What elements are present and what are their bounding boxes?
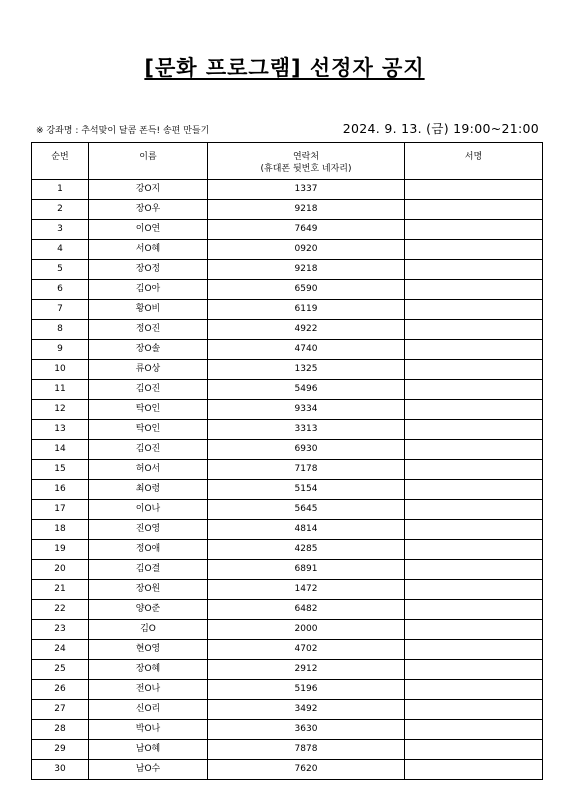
row-number: 4	[32, 240, 89, 260]
row-number: 8	[32, 320, 89, 340]
row-name: 정O애	[89, 540, 208, 560]
header-contact-line2: (휴대폰 뒷번호 네자리)	[260, 164, 352, 174]
row-contact: 1325	[208, 360, 405, 380]
row-contact: 4922	[208, 320, 405, 340]
row-contact: 6482	[208, 600, 405, 620]
row-name: 남O수	[89, 760, 208, 780]
row-signature	[405, 740, 543, 760]
row-name: 서O혜	[89, 240, 208, 260]
table-row	[32, 480, 543, 500]
selection-table	[31, 142, 543, 780]
row-number: 19	[32, 540, 89, 560]
row-contact: 1337	[208, 180, 405, 200]
row-number: 12	[32, 400, 89, 420]
row-name: 남O혜	[89, 740, 208, 760]
row-signature	[405, 680, 543, 700]
row-contact: 9218	[208, 260, 405, 280]
row-name: 신O리	[89, 700, 208, 720]
row-number: 15	[32, 460, 89, 480]
row-contact: 1472	[208, 580, 405, 600]
table-row	[32, 500, 543, 520]
table-header-row	[32, 143, 543, 180]
row-signature	[405, 220, 543, 240]
row-signature	[405, 380, 543, 400]
row-contact: 7649	[208, 220, 405, 240]
table-row	[32, 440, 543, 460]
table-row	[32, 560, 543, 580]
row-signature	[405, 720, 543, 740]
row-number: 26	[32, 680, 89, 700]
row-name: 김O진	[89, 380, 208, 400]
row-number: 1	[32, 180, 89, 200]
row-signature	[405, 480, 543, 500]
row-signature	[405, 180, 543, 200]
table-row	[32, 700, 543, 720]
row-number: 5	[32, 260, 89, 280]
row-number: 6	[32, 280, 89, 300]
row-name: 현O영	[89, 640, 208, 660]
row-number: 27	[32, 700, 89, 720]
row-number: 11	[32, 380, 89, 400]
row-signature	[405, 420, 543, 440]
row-signature	[405, 340, 543, 360]
row-signature	[405, 200, 543, 220]
table-row	[32, 680, 543, 700]
page-title: [문화 프로그램] 선정자 공지	[144, 56, 425, 80]
table-row	[32, 540, 543, 560]
row-signature	[405, 760, 543, 780]
header-contact-line1: 연락처	[292, 152, 320, 162]
row-signature	[405, 540, 543, 560]
row-number: 23	[32, 620, 89, 640]
row-signature	[405, 360, 543, 380]
row-contact: 6891	[208, 560, 405, 580]
row-name: 박O나	[89, 720, 208, 740]
row-contact: 7178	[208, 460, 405, 480]
row-signature	[405, 400, 543, 420]
table-row	[32, 620, 543, 640]
row-name: 탁O인	[89, 400, 208, 420]
row-contact: 7878	[208, 740, 405, 760]
row-contact: 6590	[208, 280, 405, 300]
row-number: 13	[32, 420, 89, 440]
row-contact: 4740	[208, 340, 405, 360]
row-contact: 3630	[208, 720, 405, 740]
row-name: 장O솔	[89, 340, 208, 360]
row-signature	[405, 580, 543, 600]
row-number: 28	[32, 720, 89, 740]
table-row	[32, 260, 543, 280]
row-name: 정O진	[89, 320, 208, 340]
row-name: 김O	[89, 620, 208, 640]
table-row	[32, 760, 543, 780]
row-number: 18	[32, 520, 89, 540]
row-contact: 5496	[208, 380, 405, 400]
row-name: 이O연	[89, 220, 208, 240]
row-contact: 9218	[208, 200, 405, 220]
row-contact: 5196	[208, 680, 405, 700]
row-number: 30	[32, 760, 89, 780]
row-contact: 7620	[208, 760, 405, 780]
course-name: ※ 강좌명 : 추석맞이 달콤 폰득! 송편 만들기	[36, 126, 210, 136]
row-name: 김O진	[89, 440, 208, 460]
table-row	[32, 320, 543, 340]
row-contact: 5645	[208, 500, 405, 520]
row-contact: 5154	[208, 480, 405, 500]
row-number: 16	[32, 480, 89, 500]
row-name: 김O결	[89, 560, 208, 580]
table-row	[32, 240, 543, 260]
table-row	[32, 340, 543, 360]
row-signature	[405, 600, 543, 620]
row-signature	[405, 520, 543, 540]
row-number: 22	[32, 600, 89, 620]
row-name: 황O비	[89, 300, 208, 320]
row-name: 이O나	[89, 500, 208, 520]
table-row	[32, 740, 543, 760]
header-signature: 서명	[405, 143, 543, 180]
table-row	[32, 180, 543, 200]
row-number: 7	[32, 300, 89, 320]
row-name: 진O영	[89, 520, 208, 540]
table-row	[32, 720, 543, 740]
table-row	[32, 520, 543, 540]
row-signature	[405, 500, 543, 520]
row-name: 장O혜	[89, 660, 208, 680]
header-no: 순번	[32, 143, 89, 180]
table-row	[32, 420, 543, 440]
row-number: 3	[32, 220, 89, 240]
row-number: 14	[32, 440, 89, 460]
program-info	[36, 119, 539, 137]
row-number: 10	[32, 360, 89, 380]
table-row	[32, 380, 543, 400]
row-signature	[405, 280, 543, 300]
row-contact: 6930	[208, 440, 405, 460]
row-name: 장O원	[89, 580, 208, 600]
row-number: 20	[32, 560, 89, 580]
row-name: 김O아	[89, 280, 208, 300]
row-number: 17	[32, 500, 89, 520]
row-contact: 6119	[208, 300, 405, 320]
row-signature	[405, 560, 543, 580]
row-contact: 3492	[208, 700, 405, 720]
row-signature	[405, 460, 543, 480]
table-row	[32, 280, 543, 300]
table-row	[32, 300, 543, 320]
row-contact: 2000	[208, 620, 405, 640]
table-row	[32, 460, 543, 480]
row-name: 장O우	[89, 200, 208, 220]
row-signature	[405, 700, 543, 720]
row-contact: 4814	[208, 520, 405, 540]
row-name: 최O령	[89, 480, 208, 500]
row-signature	[405, 660, 543, 680]
row-contact: 9334	[208, 400, 405, 420]
row-number: 25	[32, 660, 89, 680]
row-contact: 2912	[208, 660, 405, 680]
row-name: 탁O인	[89, 420, 208, 440]
row-name: 허O서	[89, 460, 208, 480]
row-contact: 0920	[208, 240, 405, 260]
program-date: 2024. 9. 13. (금) 19:00~21:00	[342, 121, 539, 136]
row-number: 2	[32, 200, 89, 220]
row-name: 강O지	[89, 180, 208, 200]
row-signature	[405, 260, 543, 280]
table-row	[32, 660, 543, 680]
row-name: 장O정	[89, 260, 208, 280]
table-row	[32, 220, 543, 240]
table-row	[32, 400, 543, 420]
table-row	[32, 580, 543, 600]
row-signature	[405, 300, 543, 320]
row-number: 21	[32, 580, 89, 600]
row-signature	[405, 440, 543, 460]
table-row	[32, 360, 543, 380]
row-signature	[405, 640, 543, 660]
row-number: 24	[32, 640, 89, 660]
row-signature	[405, 240, 543, 260]
row-name: 류O상	[89, 360, 208, 380]
row-signature	[405, 620, 543, 640]
row-contact: 3313	[208, 420, 405, 440]
table-row	[32, 640, 543, 660]
row-name: 전O나	[89, 680, 208, 700]
header-contact	[208, 143, 405, 180]
table-row	[32, 600, 543, 620]
row-contact: 4285	[208, 540, 405, 560]
row-contact: 4702	[208, 640, 405, 660]
table-row	[32, 200, 543, 220]
row-signature	[405, 320, 543, 340]
row-name: 양O준	[89, 600, 208, 620]
row-number: 9	[32, 340, 89, 360]
header-name: 이름	[89, 143, 208, 180]
row-number: 29	[32, 740, 89, 760]
